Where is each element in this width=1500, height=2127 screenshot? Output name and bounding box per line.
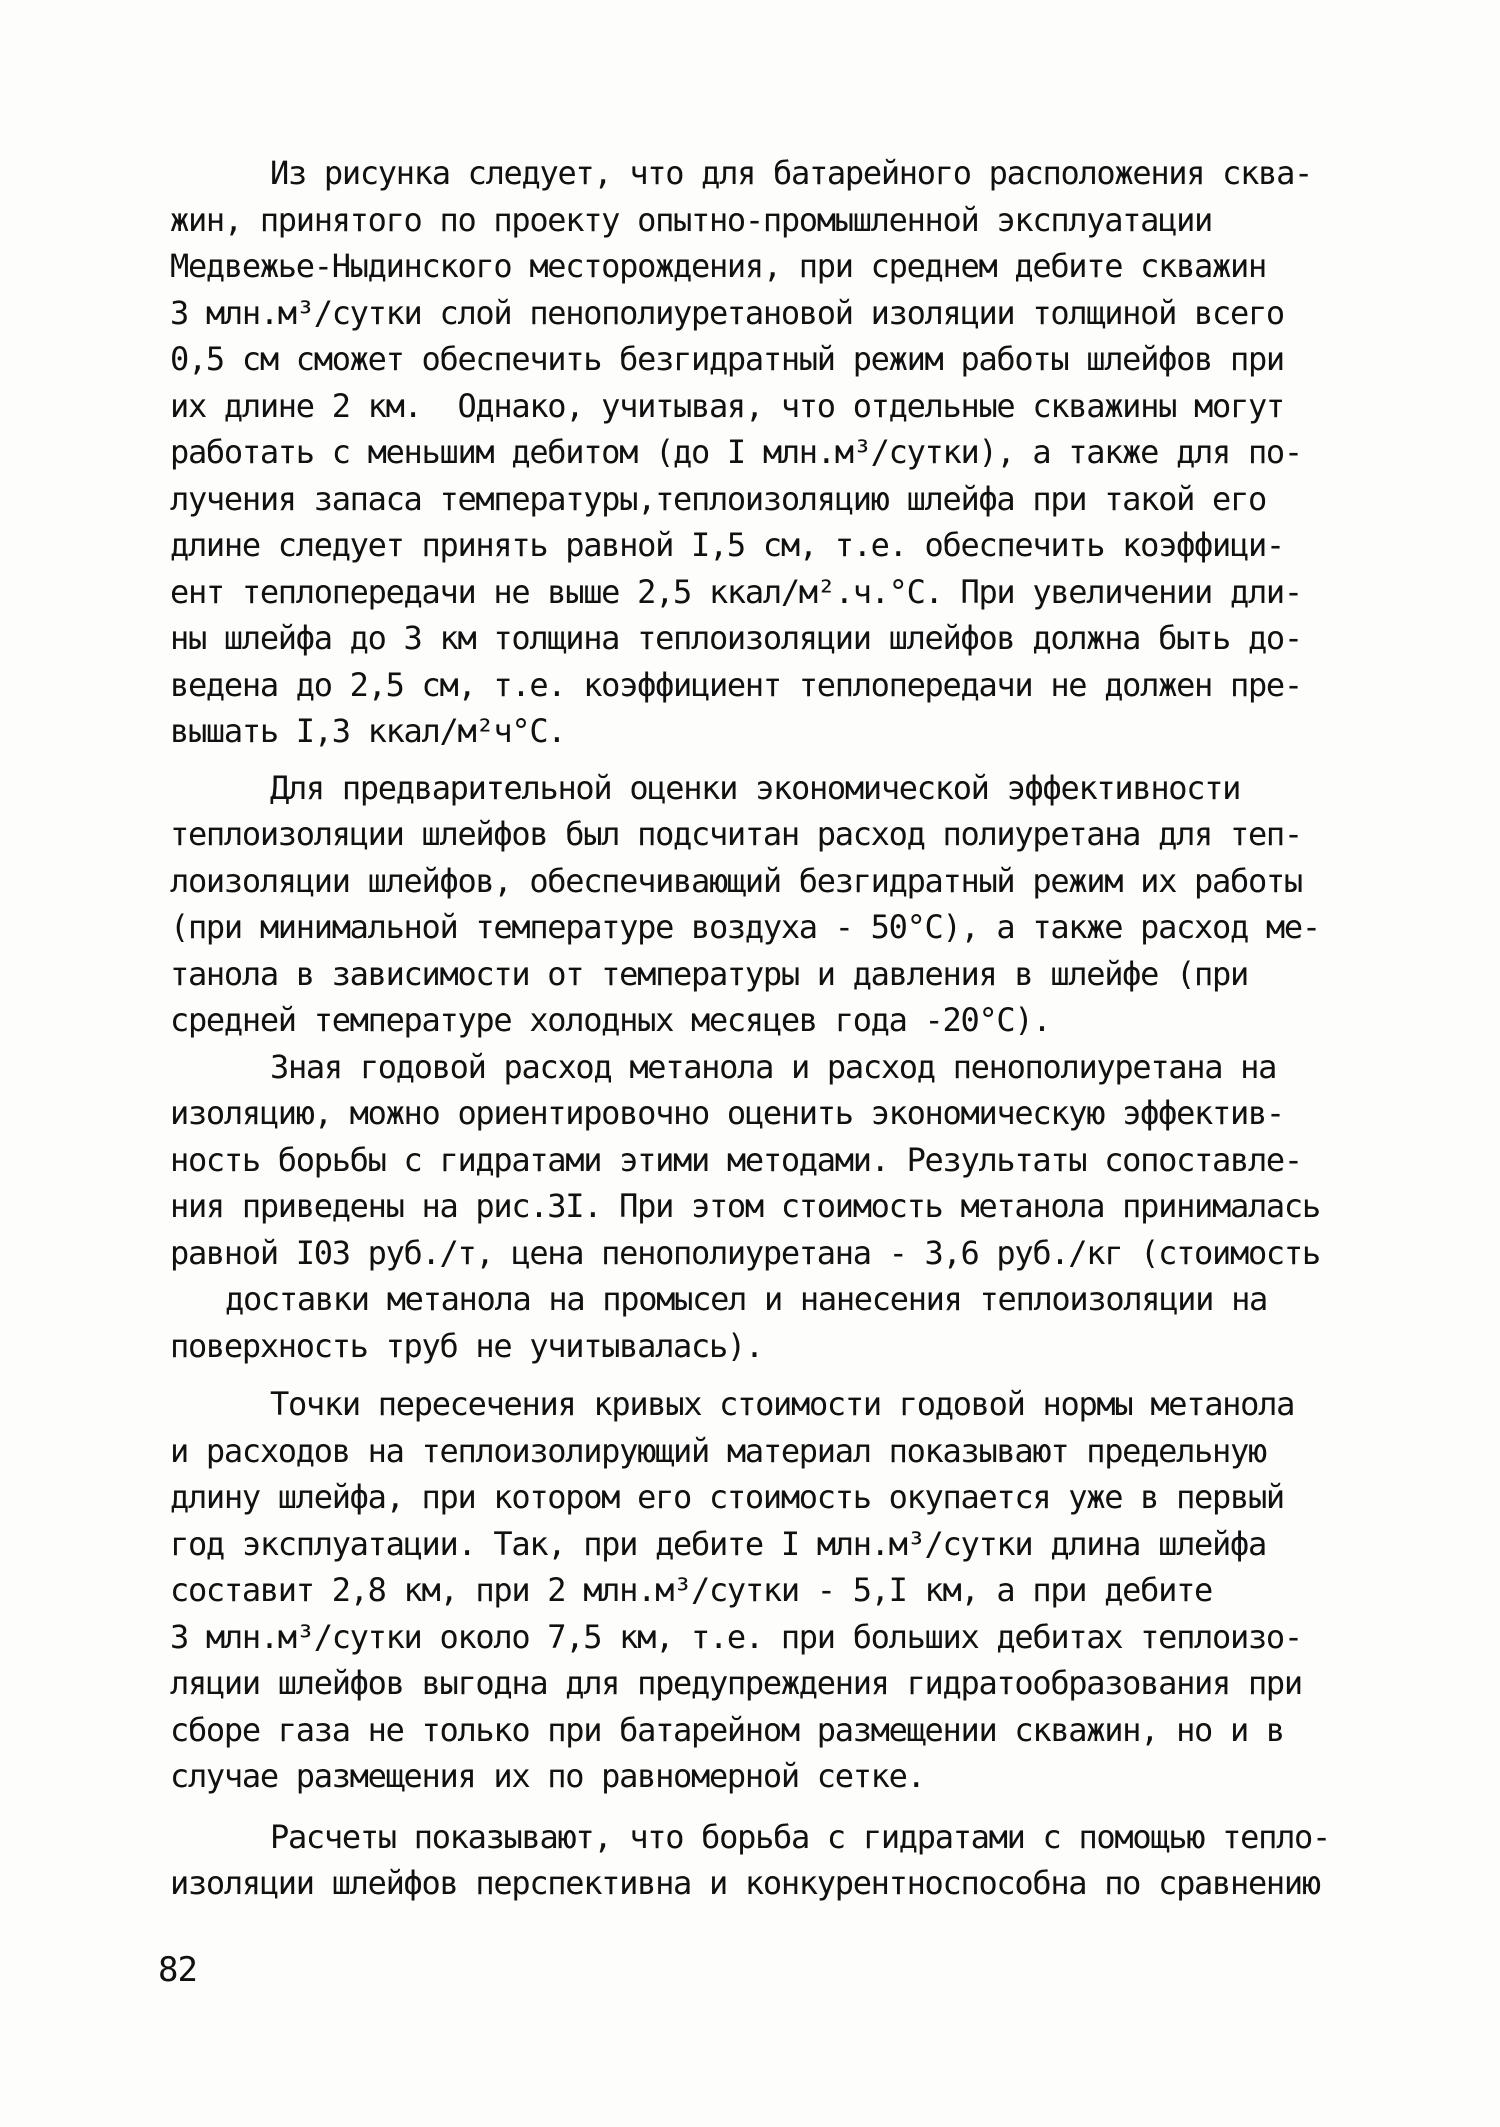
text-line: (при минимальной температуре воздуха - 50°С), а также расход ме- bbox=[170, 908, 1320, 946]
text-line: доставки метанола на промысел и нанесения теплоизоляции на bbox=[225, 1280, 1268, 1318]
text-line: Медвежье-Ныдинского месторождения, при среднем дебите скважин bbox=[170, 247, 1266, 285]
text-line: год эксплуатации. Так, при дебите I млн.м³/сутки длина шлейфа bbox=[170, 1524, 1266, 1563]
text-line: длину шлейфа, при котором его стоимость окупается уже в первый bbox=[170, 1478, 1284, 1516]
text-line: ны шлейфа до 3 км толщина теплоизоляции шлейфов должна быть до- bbox=[170, 619, 1302, 657]
text-line: Из рисунка следует, что для батарейного расположения сква- bbox=[270, 154, 1313, 192]
text-line: лоизоляции шлейфов, обеспечивающий безгидратный режим их работы bbox=[170, 861, 1302, 900]
text-line: 3 млн.м³/сутки около 7,5 км, т.е. при больших дебитах теплоизо- bbox=[170, 1617, 1302, 1656]
text-line: изоляцию, можно ориентировочно оценить экономическую эффектив- bbox=[170, 1094, 1284, 1132]
text-line: Для предварительной оценки экономической эффективности bbox=[270, 768, 1241, 807]
text-line: их длине 2 км. Однако, учитывая, что отдельные скважины могут bbox=[170, 386, 1284, 425]
text-line: изоляции шлейфов перспективна и конкурентноспособна по сравнению bbox=[170, 1864, 1320, 1902]
text-line: ния приведены на рис.3I. При этом стоимость метанола принималась bbox=[170, 1187, 1320, 1225]
text-line: теплоизоляции шлейфов был подсчитан расход полиуретана для теп- bbox=[170, 815, 1302, 853]
text-line: лучения запаса температуры,теплоизоляцию шлейфа при такой его bbox=[170, 479, 1266, 518]
paragraph-2 bbox=[170, 765, 1410, 1044]
text-line: 0,5 см сможет обеспечить безгидратный режим работы шлейфов при bbox=[170, 340, 1284, 378]
paragraph-1 bbox=[170, 150, 1410, 755]
text-line: жин, принятого по проекту опытно-промышленной эксплуатации bbox=[170, 200, 1213, 239]
text-line: и расходов на теплоизолирующий материал показывают предельную bbox=[170, 1431, 1266, 1470]
text-line: длине следует принять равной I,5 см, т.е. обеспечить коэффици- bbox=[170, 526, 1284, 564]
text-line: ность борьбы с гидратами этими методами. Результаты сопоставле- bbox=[170, 1140, 1302, 1179]
text-line: вышать I,3 ккал/м²ч°С. bbox=[170, 712, 566, 750]
body-text bbox=[170, 150, 1410, 1907]
text-line: Точки пересечения кривых стоимости годовой нормы метанола bbox=[270, 1385, 1295, 1423]
text-line: составит 2,8 км, при 2 млн.м³/сутки - 5,I км, а при дебите bbox=[170, 1571, 1213, 1609]
text-line: случае размещения их по равномерной сетке. bbox=[170, 1757, 925, 1795]
text-line: средней температуре холодных месяцев года -20°С). bbox=[170, 1001, 1051, 1039]
text-line: 3 млн.м³/сутки слой пенополиуретановой изоляции толщиной всего bbox=[170, 293, 1284, 332]
text-line: ведена до 2,5 см, т.е. коэффициент теплопередачи не должен пре- bbox=[170, 665, 1302, 704]
paragraph-3 bbox=[170, 1044, 1410, 1370]
text-line: Зная годовой расход метанола и расход пенополиуретана на bbox=[270, 1047, 1277, 1086]
paragraph-5 bbox=[170, 1814, 1410, 1907]
text-line: ляции шлейфов выгодна для предупреждения гидратообразования при bbox=[170, 1664, 1302, 1702]
text-line: ент теплопередачи не выше 2,5 ккал/м².ч.°С. При увеличении дли- bbox=[170, 572, 1302, 611]
text-line: поверхность труб не учитывалась). bbox=[170, 1326, 763, 1365]
paragraph-4 bbox=[170, 1381, 1410, 1800]
text-line: сборе газа не только при батарейном размещении скважин, но и в bbox=[170, 1710, 1284, 1749]
text-line: равной I03 руб./т, цена пенополиуретана - 3,6 руб./кг (стоимость bbox=[170, 1233, 1320, 1272]
text-line: Расчеты показывают, что борьба с гидратами с помощью тепло- bbox=[270, 1817, 1330, 1856]
text-line: работать с меньшим дебитом (до I млн.м³/сутки), а также для по- bbox=[170, 433, 1302, 471]
page-number: 82 bbox=[158, 1950, 197, 1990]
text-line: танола в зависимости от температуры и давления в шлейфе (при bbox=[170, 954, 1248, 993]
